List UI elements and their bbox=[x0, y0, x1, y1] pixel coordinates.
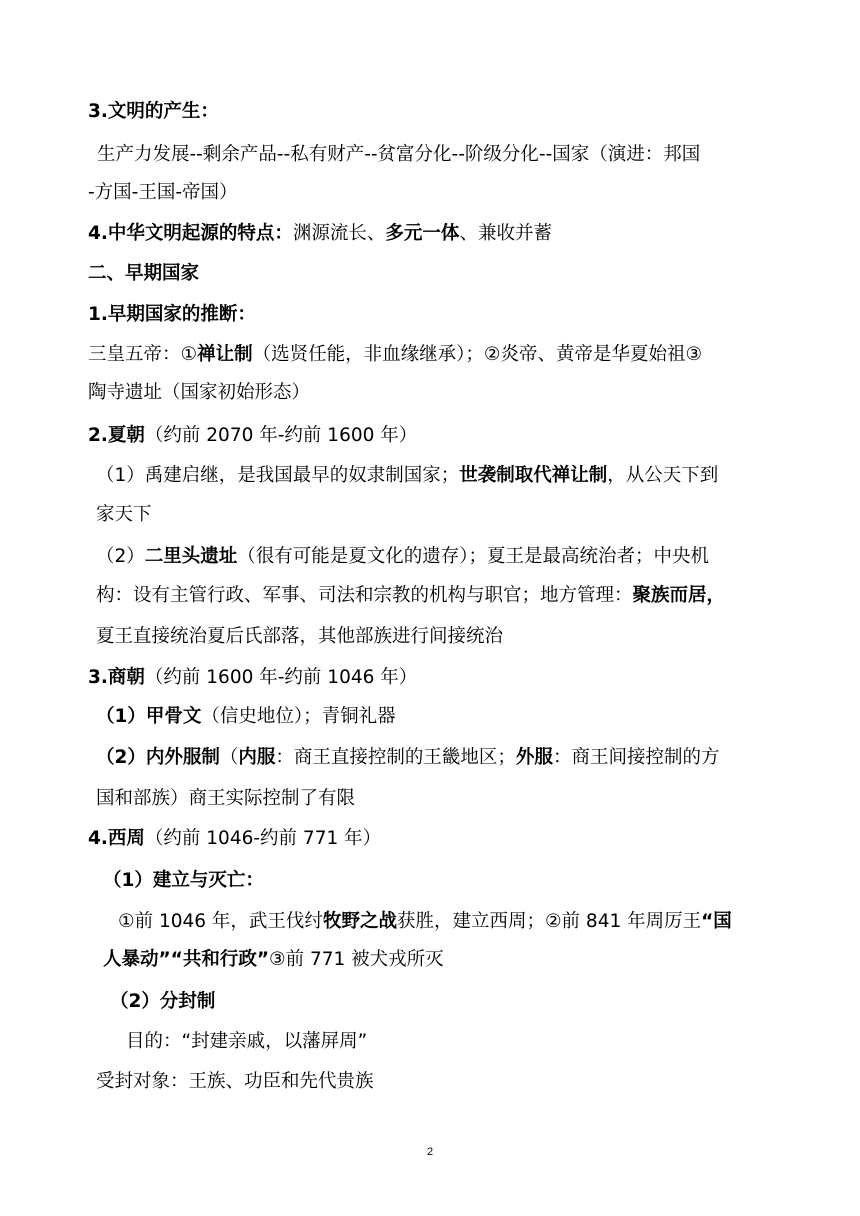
text: （约前 1046-约前 771 年） bbox=[144, 828, 382, 849]
text: 目的：“封建亲戚，以藩屏周” bbox=[126, 1031, 368, 1052]
text: ：商王直接控制的王畿地区； bbox=[275, 747, 516, 768]
text: 构：设有主管行政、军事、司法和宗教的机构与职官；地方管理： bbox=[96, 585, 633, 606]
paragraph-line bbox=[96, 705, 396, 729]
paragraph-line bbox=[96, 545, 709, 569]
text: 获胜，建立西周；②前 841 年周厉王 bbox=[396, 911, 702, 932]
section-heading bbox=[88, 303, 256, 327]
heading-text: 二、早期国家 bbox=[88, 263, 200, 284]
paragraph-line bbox=[96, 625, 503, 649]
paragraph-line bbox=[126, 1030, 367, 1054]
text: 夏王直接统治夏后氏部落，其他部族进行间接统治 bbox=[96, 626, 504, 647]
paragraph-line bbox=[88, 381, 310, 405]
bold-text: 外服 bbox=[515, 747, 553, 768]
section-heading bbox=[88, 424, 417, 448]
paragraph-line bbox=[103, 948, 444, 972]
heading-text: （2）分封制 bbox=[110, 991, 216, 1012]
paragraph-line bbox=[96, 464, 718, 488]
bold-text: 多元一体 bbox=[385, 223, 460, 244]
paragraph-line bbox=[88, 343, 702, 367]
section-heading bbox=[88, 666, 417, 690]
text: （选贤任能，非血缘继承）；②炎帝、黄帝是华夏始祖③ bbox=[252, 344, 703, 365]
text: 陶寺遗址（国家初始形态） bbox=[88, 382, 311, 403]
text: ①前 1046 年，武王伐纣 bbox=[118, 911, 323, 932]
paragraph-line bbox=[88, 181, 238, 205]
bold-text: 聚族而居， bbox=[632, 585, 726, 606]
text: 渊源流长、 bbox=[292, 223, 386, 244]
text: （ bbox=[219, 747, 239, 768]
bold-text: （1）甲骨文 bbox=[96, 706, 202, 727]
text: 受封对象：王族、功臣和先代贵族 bbox=[96, 1071, 374, 1092]
text: 、兼收并蓄 bbox=[459, 223, 552, 244]
text: ，从公天下到 bbox=[607, 465, 719, 486]
heading-text: 3.文明的产生： bbox=[88, 101, 219, 122]
bold-text: 禅让制 bbox=[197, 344, 253, 365]
subsection-heading bbox=[103, 869, 264, 893]
text: 家天下 bbox=[96, 504, 152, 525]
bold-text: 内服 bbox=[238, 747, 276, 768]
text: -方国-王国-帝国） bbox=[88, 182, 238, 203]
part-heading bbox=[88, 262, 199, 286]
text: ③前 771 被犬戎所灭 bbox=[268, 949, 444, 970]
text: ：商王间接控制的方 bbox=[552, 747, 720, 768]
bold-text: 牧野之战 bbox=[322, 911, 397, 932]
paragraph-line bbox=[97, 143, 700, 167]
text: （1）禹建启继，是我国最早的奴隶制国家； bbox=[96, 465, 460, 486]
bold-text: 人暴动”“共和行政” bbox=[103, 949, 269, 970]
heading-text: 1.早期国家的推断： bbox=[88, 304, 256, 325]
subsection-heading bbox=[110, 990, 215, 1014]
bold-text: 二里头遗址 bbox=[144, 546, 238, 567]
paragraph-line bbox=[88, 222, 552, 246]
bold-text: 4.西周 bbox=[88, 828, 145, 849]
text: （信史地位）；青铜礼器 bbox=[201, 706, 396, 727]
text: （2） bbox=[96, 546, 145, 567]
text: 三皇五帝：① bbox=[88, 344, 198, 365]
paragraph-line bbox=[118, 910, 732, 934]
paragraph-line bbox=[96, 503, 152, 527]
text: 国和部族）商王实际控制了有限 bbox=[96, 788, 356, 809]
text: （很有可能是夏文化的遗存）；夏王是最高统治者；中央机 bbox=[237, 546, 710, 567]
text: （约前 1600 年-约前 1046 年） bbox=[144, 667, 418, 688]
bold-text: 2.夏朝 bbox=[88, 425, 145, 446]
bold-text: 世袭制取代禅让制 bbox=[459, 465, 608, 486]
text: （约前 2070 年-约前 1600 年） bbox=[144, 425, 418, 446]
paragraph-line bbox=[96, 1070, 374, 1094]
paragraph-line bbox=[96, 584, 725, 608]
bold-text: “国 bbox=[701, 911, 732, 932]
paragraph-line bbox=[96, 787, 355, 811]
section-heading bbox=[88, 827, 381, 851]
heading-text: （1）建立与灭亡： bbox=[103, 870, 264, 891]
text: 生产力发展--剩余产品--私有财产--贫富分化--阶级分化--国家（演进：邦国 bbox=[97, 144, 701, 165]
paragraph-line bbox=[96, 746, 719, 770]
section-heading bbox=[88, 100, 219, 124]
bold-text: （2）内外服制 bbox=[96, 747, 220, 768]
bold-text: 4.中华文明起源的特点： bbox=[88, 223, 293, 244]
bold-text: 3.商朝 bbox=[88, 667, 145, 688]
page-number: 2 bbox=[426, 1146, 434, 1158]
